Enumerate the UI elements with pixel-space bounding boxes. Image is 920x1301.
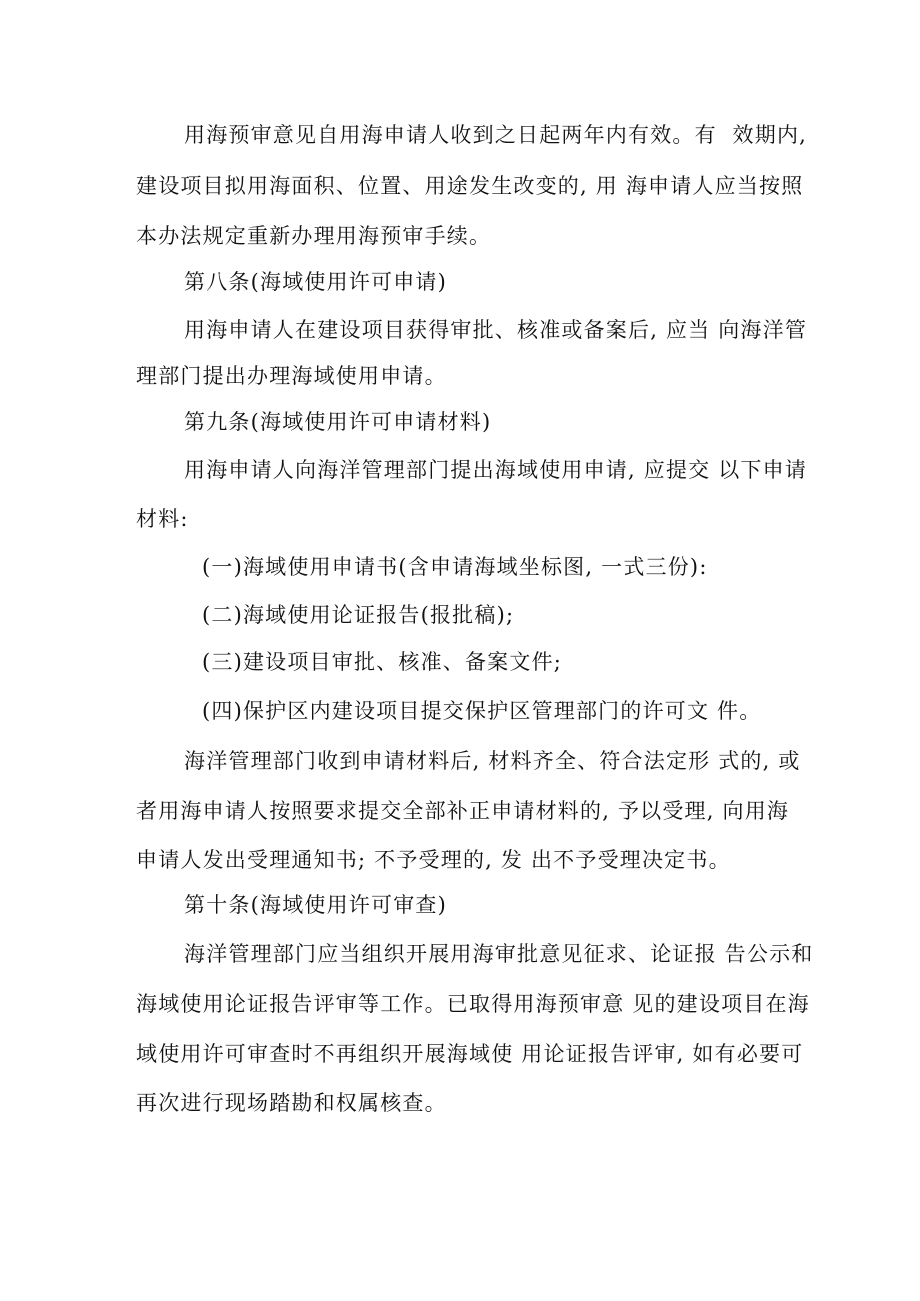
article-9-item-3: (三)建设项目审批、核准、备案文件;: [202, 650, 563, 674]
article-9-item-2: (二)海域使用论证报告(报批稿);: [202, 603, 515, 627]
article-10-line-2: 海域使用论证报告评审等工作。已取得用海预审意 见的建设项目在海: [136, 992, 810, 1016]
article-10-line-4: 再次进行现场踏勘和权属核查。: [136, 1091, 447, 1115]
paragraph-1-line-1: 用海预审意见自用海申请人收到之日起两年内有效。有 效期内,: [184, 123, 808, 147]
article-9-after-line-3: 申请人发出受理通知书; 不予受理的, 发 出不予受理决定书。: [136, 848, 731, 872]
article-9-item-4: (四)保护区内建设项目提交保护区管理部门的许可文 件。: [202, 699, 762, 723]
article-10-line-3: 域使用许可审查时不再组织开展海域使 用论证报告评审, 如有必要可: [136, 1042, 804, 1066]
paragraph-1-line-3: 本办法规定重新办理用海预审手续。: [136, 224, 492, 248]
article-9-title: 第九条(海域使用许可申请材料): [184, 410, 492, 434]
article-9-line-2: 材料:: [136, 507, 189, 531]
article-10-line-1: 海洋管理部门应当组织开展用海审批意见征求、论证报 告公示和: [184, 942, 814, 966]
paragraph-1-line-2: 建设项目拟用海面积、位置、用途发生改变的, 用 海申请人应当按照: [136, 174, 804, 198]
article-8-title: 第八条(海域使用许可申请): [184, 270, 447, 294]
article-9-item-1: (一)海域使用申请书(含申请海域坐标图, 一式三份):: [202, 555, 708, 579]
article-9-line-1: 用海申请人向海洋管理部门提出海域使用申请, 应提交 以下申请: [184, 458, 808, 482]
article-8-line-1: 用海申请人在建设项目获得审批、核准或备案后, 应当 向海洋管: [184, 318, 808, 342]
article-10-title: 第十条(海域使用许可审查): [184, 893, 447, 917]
article-9-after-line-2: 者用海申请人按照要求提交全部补正申请材料的, 予以受理, 向用海: [136, 799, 790, 823]
article-8-line-2: 理部门提出办理海域使用申请。: [136, 364, 447, 388]
article-9-after-line-1: 海洋管理部门收到申请材料后, 材料齐全、符合法定形 式的, 或: [184, 749, 801, 773]
